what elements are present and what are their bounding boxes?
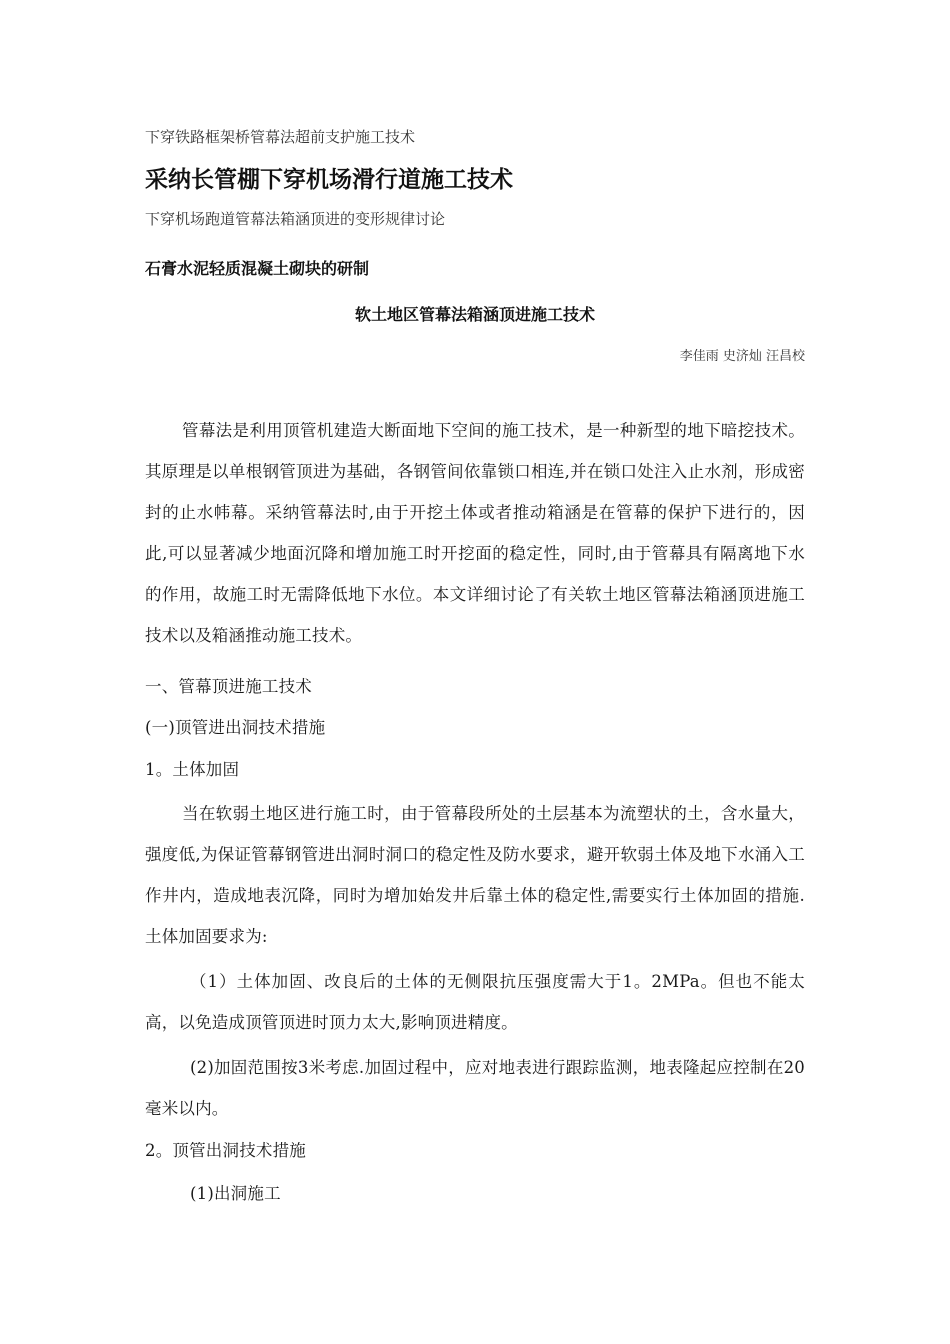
requirement-item-1: （1）土体加固、改良后的土体的无侧限抗压强度需大于1。2MPa。但也不能太高，以免造成顶管顶进时顶力太大,影响顶进精度。 <box>145 972 805 1032</box>
item-heading-exit: 2。顶管出洞技术措施 <box>145 1141 306 1160</box>
article-title: 软土地区管幕法箱涵顶进施工技术 <box>354 305 595 324</box>
related-title-3[interactable]: 下穿机场跑道管幕法箱涵顶进的变形规律讨论 <box>145 210 446 228</box>
item-heading-soil: 1。土体加固 <box>145 760 240 779</box>
sub-item-heading: (1)出洞施工 <box>190 1184 281 1203</box>
subsection-heading-1: (一)顶管进出洞技术措施 <box>145 718 326 737</box>
related-title-2[interactable]: 采纳长管棚下穿机场滑行道施工技术 <box>145 167 513 193</box>
related-title-4[interactable]: 石膏水泥轻质混凝土砌块的研制 <box>145 259 370 278</box>
requirement-item-2: (2)加固范围按3米考虑.加固过程中，应对地表进行跟踪监测，地表隆起应控制在20毫米以内。 <box>145 1058 805 1118</box>
soil-paragraph: 当在软弱土地区进行施工时，由于管幕段所处的土层基本为流塑状的土，含水量大，强度低,为保证管幕钢管进出洞时洞口的稳定性及防水要求，避开软弱土体及地下水涌入工作井内，造成地表沉降，同时为增加始发井后靠土体的稳定性,需要实行土体加固的措施.土体加固要求为: <box>145 804 805 946</box>
related-title-1[interactable]: 下穿铁路框架桥管幕法超前支护施工技术 <box>145 128 416 146</box>
article-authors: 李佳雨 史济灿 汪昌校 <box>679 349 805 364</box>
section-heading-1: 一、管幕顶进施工技术 <box>145 677 312 696</box>
intro-paragraph: 管幕法是利用顶管机建造大断面地下空间的施工技术，是一种新型的地下暗挖技术。其原理是以单根钢管顶进为基础，各钢管间依靠锁口相连,并在锁口处注入止水剂，形成密封的止水帏幕。采纳管幕法时,由于开挖土体或者推动箱涵是在管幕的保护下进行的，因此,可以显著减少地面沉降和增加施工时开挖面的稳定性，同时,由于管幕具有隔离地下水的作用，故施工时无需降低地下水位。本文详细讨论了有关软土地区管幕法箱涵顶进施工技术以及箱涵推动施工技术。 <box>145 421 805 645</box>
